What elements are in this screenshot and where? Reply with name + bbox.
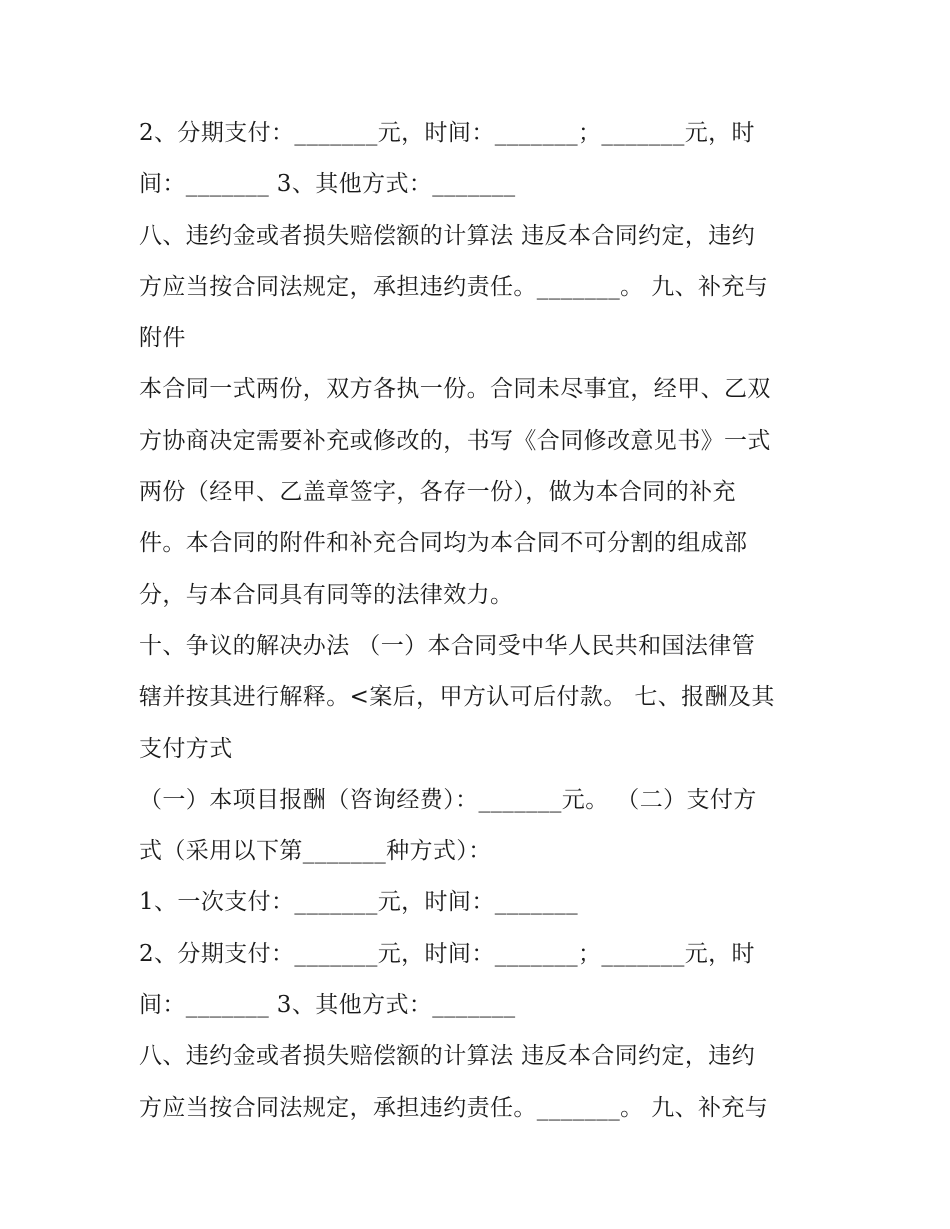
text-line: 方应当按合同法规定，承担违约责任。_______。 九、补充与 (139, 273, 769, 300)
text-line: 分，与本合同具有同等的法律效力。 (139, 581, 514, 608)
text-line: 方协商决定需要补充或修改的，书写《合同修改意见书》一式 (139, 427, 771, 454)
text-line: 两份（经甲、乙盖章签字，各存一份），做为本合同的补充 (139, 479, 736, 506)
text-line: 式（采用以下第_______种方式）： (139, 838, 492, 865)
text-line: 间：_______ 3、其他方式：_______ (139, 992, 516, 1019)
text-line: 八、违约金或者损失赔偿额的计算法 违反本合同约定，违约 (139, 1043, 756, 1070)
text-line: 1、一次支付：_______元，时间：_______ (139, 889, 579, 916)
text-line: 支付方式 (139, 735, 233, 762)
text-line: 间：_______ 3、其他方式：_______ (139, 171, 516, 198)
text-line: 件。本合同的附件和补充合同均为本合同不可分割的组成部 (139, 530, 748, 557)
text-line: 附件 (139, 325, 186, 352)
text-line: 本合同一式两份，双方各执一份。合同未尽事宜，经甲、乙双 (139, 376, 771, 403)
text-line: （一）本项目报酬（咨询经费）：_______元。 （二）支付方 (139, 786, 757, 813)
text-line: 八、违约金或者损失赔偿额的计算法 违反本合同约定，违约 (139, 222, 756, 249)
text-line: 十、争议的解决办法 （一）本合同受中华人民共和国法律管 (139, 632, 756, 659)
text-line: 2、分期支付：_______元，时间：_______；_______元，时 (139, 940, 755, 967)
text-line: 辖并按其进行解释。<案后，甲方认可后付款。 七、报酬及其 (139, 684, 775, 711)
text-line: 方应当按合同法规定，承担违约责任。_______。 九、补充与 (139, 1094, 769, 1121)
text-line: 2、分期支付：_______元，时间：_______；_______元，时 (139, 120, 755, 146)
document-body (139, 108, 819, 1134)
